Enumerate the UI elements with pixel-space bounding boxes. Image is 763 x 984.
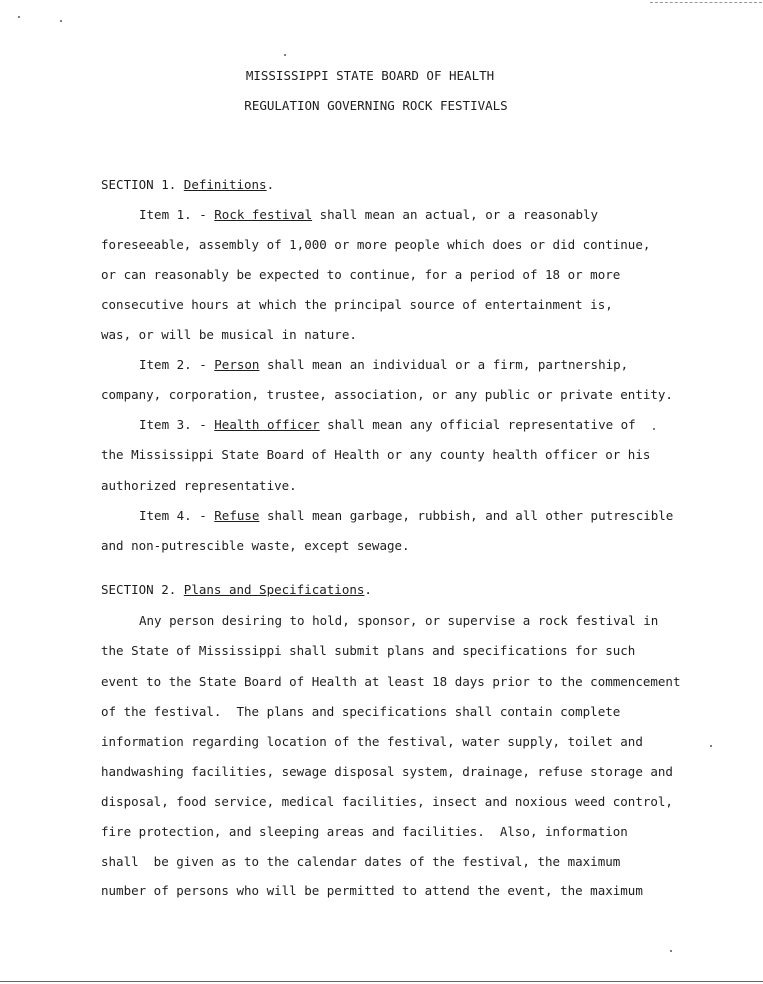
section-2-title: Plans and Specifications (183, 582, 365, 597)
section-2-line: information regarding location of the festival, water supply, toilet and (101, 734, 643, 749)
section-2-line: event to the State Board of Health at least 18 days prior to the commencement (101, 674, 681, 689)
item-2-definition-start: shall mean an individual or a firm, partnership, (259, 357, 629, 372)
item-2-label: Item 2. - (139, 357, 215, 372)
item-4-definition-start: shall mean garbage, rubbish, and all other putrescible (259, 508, 674, 523)
section-2-line: fire protection, and sleeping areas and facilities. Also, information (101, 824, 628, 839)
section-2-heading (101, 582, 372, 598)
section-2-line: Any person desiring to hold, sponsor, or supervise a rock festival in (139, 613, 659, 628)
section-2-line: shall be given as to the calendar dates of the festival, the maximum (101, 854, 621, 869)
item-1-term: Rock festival (214, 207, 313, 222)
item-1-line: foreseeable, assembly of 1,000 or more people which does or did continue, (101, 237, 651, 252)
scan-speck (653, 428, 655, 430)
document-subtitle: REGULATION GOVERNING ROCK FESTIVALS (244, 98, 508, 113)
item-2-line: company, corporation, trustee, association, or any public or private entity. (101, 387, 673, 402)
section-2-line: number of persons who will be permitted to attend the event, the maximum (101, 883, 643, 898)
scan-bottom-edge (0, 981, 763, 982)
section-1-heading-period: . (266, 177, 275, 192)
section-2-line: of the festival. The plans and specifications shall contain complete (101, 704, 621, 719)
section-2-line: handwashing facilities, sewage disposal system, drainage, refuse storage and (101, 764, 673, 779)
section-2-line: disposal, food service, medical facilities, insect and noxious weed control, (101, 794, 673, 809)
item-1-line: consecutive hours at which the principal source of entertainment is, (101, 297, 613, 312)
scan-speck (710, 745, 712, 747)
item-3-first-line (139, 417, 636, 433)
item-4-line: and non-putrescible waste, except sewage. (101, 538, 410, 553)
item-3-line: authorized representative. (101, 478, 297, 493)
item-1-line: was, or will be musical in nature. (101, 327, 357, 342)
item-3-definition-start: shall mean any official representative of (319, 417, 636, 432)
scan-speck (60, 20, 62, 22)
item-4-label: Item 4. - (139, 508, 215, 523)
scan-speck (284, 54, 286, 56)
section-1-title: Definitions (183, 177, 267, 192)
item-2-first-line (139, 357, 628, 373)
scan-top-edge (650, 2, 762, 3)
item-1-label: Item 1. - (139, 207, 215, 222)
section-2-line: the State of Mississippi shall submit plans and specifications for such (101, 643, 636, 658)
item-3-label: Item 3. - (139, 417, 215, 432)
item-2-term: Person (214, 357, 260, 372)
document-title: MISSISSIPPI STATE BOARD OF HEALTH (245, 68, 495, 83)
section-1-heading (101, 177, 274, 193)
section-2-number: SECTION 2. (101, 582, 184, 597)
item-4-term: Refuse (214, 508, 260, 523)
item-4-first-line (139, 508, 673, 524)
item-1-first-line (139, 207, 598, 223)
item-3-term: Health officer (214, 417, 320, 432)
item-1-line: or can reasonably be expected to continue, for a period of 18 or more (101, 267, 621, 282)
item-1-definition-start: shall mean an actual, or a reasonably (312, 207, 599, 222)
section-1-number: SECTION 1. (101, 177, 184, 192)
scan-speck (670, 950, 672, 952)
item-3-line: the Mississippi State Board of Health or any county health officer or his (101, 447, 651, 462)
scan-speck (18, 16, 20, 18)
section-2-heading-period: . (364, 582, 372, 597)
